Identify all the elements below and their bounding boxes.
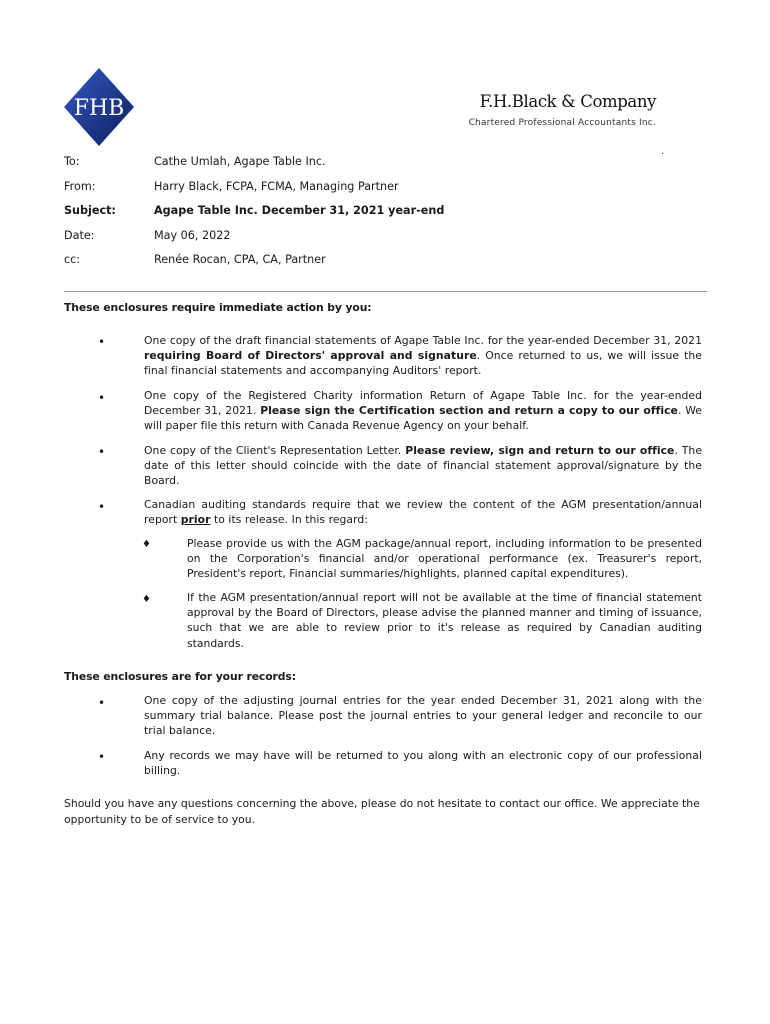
list-item: Canadian auditing standards require that we review the content of the AGM presentation/annual report prior to its release. In this regard: [144,498,702,527]
date-value: May 06, 2022 [154,229,231,242]
section-heading-records: These enclosures are for your records: [64,670,296,683]
list-item: One copy of the draft financial statements of Agape Table Inc. for the year-ended December 31, 2021 requiring Board of Directors' approval and signature. Once returned to us, we will issue the final financial statements and accompanying Auditors' report. [144,334,702,378]
letterhead-dot: . [661,146,665,157]
logo-text: FHB [73,96,125,121]
bullet: • [98,696,106,710]
diamond-bullet: ♦ [142,594,151,605]
to-label: To: [64,155,80,168]
header-divider [64,291,707,292]
from-value: Harry Black, FCPA, FCMA, Managing Partner [154,180,399,193]
sub-list-item: If the AGM presentation/annual report will not be available at the time of financial statement approval by the Board of Directors, please advise the planned manner and timing of issuance, such that we are able to review prior to it's release as required by Canadian auditing standards. [187,591,702,650]
date-label: Date: [64,229,95,242]
diamond-bullet: ♦ [142,539,151,550]
list-item: One copy of the Registered Charity information Return of Agape Table Inc. for the year-ended December 31, 2021. Please sign the Certification section and return a copy to our office. We will paper file this return with Canada Revenue Agency on your behalf. [144,389,702,433]
to-value: Cathe Umlah, Agape Table Inc. [154,155,326,168]
list-item: One copy of the adjusting journal entries for the year ended December 31, 2021 along with the summary trial balance. Please post the journal entries to your general ledger and reconcile to our trial balance. [144,694,702,738]
bullet: • [98,445,106,459]
bullet: • [98,391,106,405]
company-name: F.H.Black & Company [479,92,656,111]
bullet: • [98,335,106,349]
company-tagline: Chartered Professional Accountants Inc. [468,118,656,128]
subject-value: Agape Table Inc. December 31, 2021 year-end [154,204,445,217]
section-heading-action: These enclosures require immediate action by you: [64,301,372,314]
sub-list-item: Please provide us with the AGM package/annual report, including information to be presented on the Corporation's financial and/or operational performance (ex. Treasurer's report, President's report, Financial summaries/highlights, planned capital expenditures). [187,537,702,581]
cc-value: Renée Rocan, CPA, CA, Partner [154,253,326,266]
from-label: From: [64,180,96,193]
bullet: • [98,750,106,764]
bullet: • [98,500,106,514]
cc-label: cc: [64,253,81,266]
list-item: One copy of the Client's Representation Letter. Please review, sign and return to our office. The date of this letter should coincide with the date of financial statement approval/signature by the Board. [144,444,703,488]
subject-label: Subject: [64,204,116,217]
closing-paragraph: Should you have any questions concerning the above, please do not hesitate to contact our office. We appreciate the opportunity to be of service to you. [64,797,700,826]
company-logo [64,68,134,146]
list-item: Any records we may have will be returned to you along with an electronic copy of our professional billing. [144,749,702,778]
letterhead-brand [469,92,656,128]
